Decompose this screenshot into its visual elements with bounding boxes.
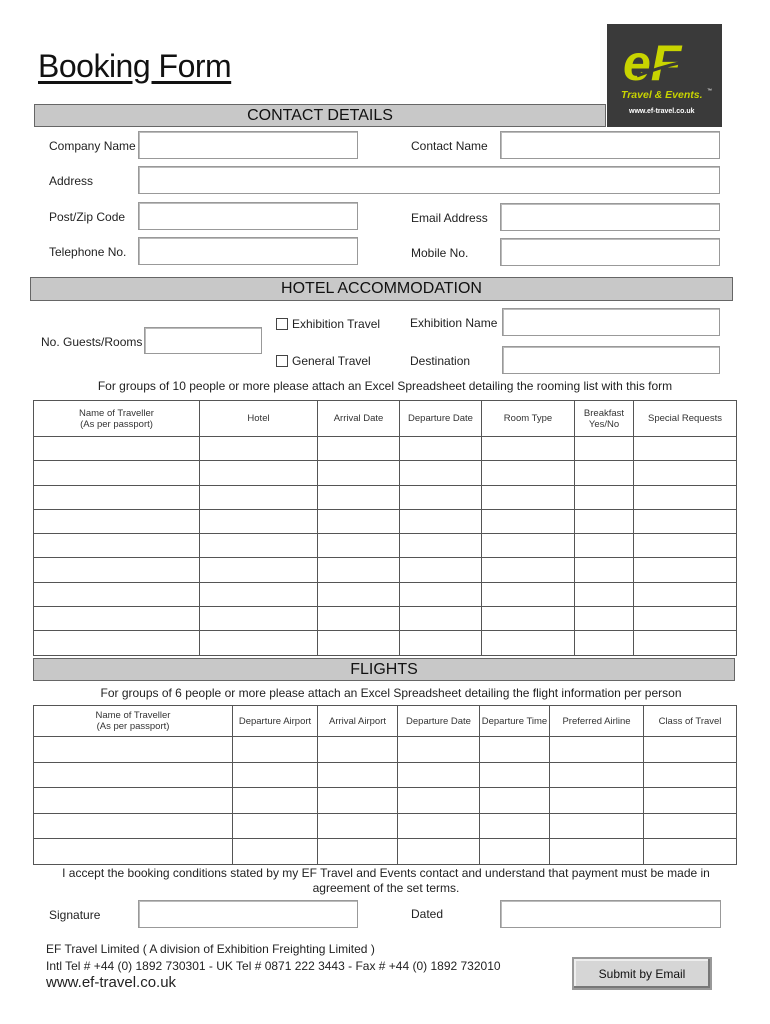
flights-table-cell[interactable] <box>34 813 233 839</box>
hotel-table-row <box>34 485 737 509</box>
hotel-table-cell[interactable] <box>318 437 400 461</box>
signature-label: Signature <box>49 908 101 922</box>
accept-line-1: I accept the booking conditions stated by my EF Travel and Events contact and understand that payment must be made in <box>62 866 710 880</box>
flights-table-cell[interactable] <box>34 839 233 865</box>
flights-col-header-text: Departure Time <box>481 715 548 727</box>
hotel-table-cell[interactable] <box>34 437 200 461</box>
hotel-col-header <box>318 401 400 437</box>
hotel-table-cell[interactable] <box>318 509 400 533</box>
hotel-table-cell[interactable] <box>400 558 482 582</box>
hotel-table-cell[interactable] <box>34 485 200 509</box>
flights-table-cell[interactable] <box>318 762 398 788</box>
hotel-table-header <box>34 401 737 437</box>
contact-details-heading: CONTACT DETAILS <box>34 104 606 127</box>
address-label: Address <box>49 174 94 188</box>
postcode-label: Post/Zip Code <box>49 210 126 224</box>
exhibition-name-field[interactable] <box>502 308 720 336</box>
flights-table-cell[interactable] <box>398 788 480 814</box>
flights-table-cell[interactable] <box>550 788 644 814</box>
guests-rooms-label: No. Guests/Rooms <box>41 335 143 349</box>
hotel-table-cell[interactable] <box>200 558 318 582</box>
flights-table-cell[interactable] <box>480 813 550 839</box>
flights-table-cell[interactable] <box>233 788 318 814</box>
flights-table-cell[interactable] <box>644 762 737 788</box>
flights-col-header-text: Departure Airport <box>238 715 312 727</box>
hotel-table-cell[interactable] <box>575 437 634 461</box>
hotel-table-cell[interactable] <box>482 437 575 461</box>
flights-table-cell[interactable] <box>34 788 233 814</box>
flights-table-cell[interactable] <box>318 813 398 839</box>
hotel-table-cell[interactable] <box>482 582 575 606</box>
company-name-field[interactable] <box>138 131 358 159</box>
flights-table-row <box>34 813 737 839</box>
flights-table-cell[interactable] <box>398 762 480 788</box>
hotel-table-row <box>34 461 737 485</box>
hotel-table-cell[interactable] <box>200 534 318 558</box>
hotel-table-cell[interactable] <box>575 461 634 485</box>
flights-table-cell[interactable] <box>550 762 644 788</box>
hotel-col-header <box>482 401 575 437</box>
hotel-table-cell[interactable] <box>318 534 400 558</box>
destination-field[interactable] <box>502 346 720 374</box>
flights-table-cell[interactable] <box>644 788 737 814</box>
flights-col-header <box>318 706 398 737</box>
flights-group-note: For groups of 6 people or more please attach an Excel Spreadsheet detailing the flight information per person <box>100 686 682 700</box>
hotel-table-row <box>34 558 737 582</box>
company-name-label: Company Name <box>49 139 136 153</box>
flights-col-header <box>550 706 644 737</box>
hotel-col-header-text: Special Requests <box>648 413 722 424</box>
hotel-table-cell[interactable] <box>482 607 575 631</box>
flights-col-header <box>644 706 737 737</box>
flights-table-cell[interactable] <box>233 762 318 788</box>
mobile-label: Mobile No. <box>411 246 469 260</box>
flights-table-row <box>34 839 737 865</box>
hotel-table-cell[interactable] <box>482 534 575 558</box>
hotel-table-cell[interactable] <box>575 558 634 582</box>
hotel-table-cell[interactable] <box>34 607 200 631</box>
hotel-table-cell[interactable] <box>318 607 400 631</box>
telephone-label: Telephone No. <box>49 245 127 259</box>
hotel-col-header-text: Yes/No <box>588 418 620 430</box>
flights-col-header-text: Name of Traveller <box>95 710 171 721</box>
hotel-table-cell[interactable] <box>482 461 575 485</box>
hotel-table-cell[interactable] <box>634 631 737 655</box>
hotel-table-cell[interactable] <box>634 582 737 606</box>
hotel-col-header-text: Arrival Date <box>333 413 384 424</box>
postcode-field[interactable] <box>138 202 358 230</box>
hotel-table-cell[interactable] <box>400 631 482 655</box>
hotel-table-cell[interactable] <box>482 509 575 533</box>
flights-heading: FLIGHTS <box>33 658 735 681</box>
hotel-table-cell[interactable] <box>318 631 400 655</box>
flights-table-header <box>34 706 737 737</box>
destination-label: Destination <box>410 354 471 368</box>
flights-col-header <box>480 706 550 737</box>
hotel-table-cell[interactable] <box>318 582 400 606</box>
hotel-table-cell[interactable] <box>400 485 482 509</box>
flights-table-cell[interactable] <box>480 737 550 763</box>
flights-table-cell[interactable] <box>34 762 233 788</box>
hotel-table-cell[interactable] <box>575 509 634 533</box>
ef-logo-mark <box>607 24 722 127</box>
hotel-table-row <box>34 534 737 558</box>
flights-col-header <box>34 706 233 737</box>
logo-brand: eF <box>623 35 682 91</box>
submit-by-email-button[interactable]: Submit by Email <box>572 957 712 990</box>
hotel-table-cell[interactable] <box>482 631 575 655</box>
flights-table-cell[interactable] <box>398 839 480 865</box>
dated-label: Dated <box>411 907 444 921</box>
footer-phones: Intl Tel # +44 (0) 1892 730301 - UK Tel # 0871 222 3443 - Fax # +44 (0) 1892 732010 <box>46 959 501 973</box>
hotel-col-header <box>634 401 737 437</box>
accept-line-2: agreement of the set terms. <box>312 881 460 895</box>
flights-table-row <box>34 788 737 814</box>
ef-travel-logo <box>607 24 722 127</box>
hotel-table-cell[interactable] <box>634 607 737 631</box>
flights-table-cell[interactable] <box>644 813 737 839</box>
email-label: Email Address <box>411 211 488 225</box>
hotel-table-cell[interactable] <box>400 509 482 533</box>
flights-table-cell[interactable] <box>233 839 318 865</box>
hotel-col-header <box>575 401 634 437</box>
flights-table-cell[interactable] <box>34 737 233 763</box>
hotel-table-cell[interactable] <box>575 607 634 631</box>
guests-rooms-field[interactable] <box>144 327 262 354</box>
telephone-field[interactable] <box>138 237 358 265</box>
hotel-table-cell[interactable] <box>400 437 482 461</box>
flights-col-header-text: Class of Travel <box>658 715 722 727</box>
hotel-table-cell[interactable] <box>318 485 400 509</box>
hotel-table-cell[interactable] <box>634 461 737 485</box>
hotel-table-cell[interactable] <box>200 607 318 631</box>
hotel-table-cell[interactable] <box>634 534 737 558</box>
flights-table-cell[interactable] <box>480 788 550 814</box>
hotel-col-header-text: Hotel <box>247 413 270 424</box>
logo-tm: ™ <box>707 88 712 94</box>
page-title: Booking Form <box>38 48 232 84</box>
hotel-col-header <box>34 401 200 437</box>
contact-name-label: Contact Name <box>411 139 488 153</box>
hotel-col-header-text: Departure Date <box>408 413 473 424</box>
hotel-table-cell[interactable] <box>575 485 634 509</box>
hotel-table-cell[interactable] <box>34 558 200 582</box>
hotel-accommodation-heading: HOTEL ACCOMMODATION <box>30 277 733 301</box>
logo-tagline: Travel & Events. <box>621 89 703 101</box>
hotel-table-cell[interactable] <box>400 534 482 558</box>
flights-table-cell[interactable] <box>318 839 398 865</box>
hotel-table <box>33 400 737 656</box>
dated-field[interactable] <box>500 900 721 928</box>
flights-table-cell[interactable] <box>550 737 644 763</box>
hotel-table-cell[interactable] <box>34 631 200 655</box>
hotel-col-header-text: Name of Traveller <box>79 407 154 419</box>
flights-col-header <box>233 706 318 737</box>
exhibition-travel-checkbox[interactable] <box>276 318 288 330</box>
hotel-table-cell[interactable] <box>400 607 482 631</box>
hotel-col-header <box>200 401 318 437</box>
hotel-table-cell[interactable] <box>634 437 737 461</box>
flights-table-cell[interactable] <box>398 813 480 839</box>
hotel-table-cell[interactable] <box>482 558 575 582</box>
flights-table-cell[interactable] <box>398 737 480 763</box>
mobile-field[interactable] <box>500 238 720 266</box>
hotel-table-cell[interactable] <box>400 461 482 485</box>
hotel-table-row <box>34 437 737 461</box>
flights-table-cell[interactable] <box>318 788 398 814</box>
footer-website: www.ef-travel.co.uk <box>46 974 177 991</box>
hotel-table-row <box>34 631 737 655</box>
hotel-table-cell[interactable] <box>200 437 318 461</box>
general-travel-label: General Travel <box>292 354 371 368</box>
hotel-col-header <box>400 401 482 437</box>
flights-col-header-text: Preferred Airline <box>562 715 631 727</box>
flights-table-cell[interactable] <box>644 737 737 763</box>
flights-col-header-text: (As per passport) <box>96 721 170 732</box>
general-travel-checkbox[interactable] <box>276 355 288 367</box>
hotel-table-row <box>34 509 737 533</box>
flights-table-cell[interactable] <box>550 813 644 839</box>
exhibition-name-label: Exhibition Name <box>410 316 498 330</box>
hotel-table-cell[interactable] <box>200 582 318 606</box>
hotel-table-cell[interactable] <box>34 534 200 558</box>
hotel-table-cell[interactable] <box>634 509 737 533</box>
hotel-col-header-text: (As per passport) <box>80 418 153 430</box>
exhibition-travel-label: Exhibition Travel <box>292 317 381 331</box>
hotel-col-header-text: Room Type <box>503 413 553 424</box>
hotel-table-cell[interactable] <box>634 485 737 509</box>
contact-name-field[interactable] <box>500 131 720 159</box>
hotel-table-cell[interactable] <box>200 509 318 533</box>
hotel-table-row <box>34 607 737 631</box>
hotel-table-cell[interactable] <box>575 582 634 606</box>
footer-company: EF Travel Limited ( A division of Exhibition Freighting Limited ) <box>46 942 375 956</box>
flights-table-cell[interactable] <box>318 737 398 763</box>
flights-table <box>33 705 737 865</box>
hotel-table-cell[interactable] <box>34 582 200 606</box>
hotel-table-cell[interactable] <box>482 485 575 509</box>
address-field[interactable] <box>138 166 720 194</box>
flights-table-row <box>34 762 737 788</box>
hotel-col-header-text: Breakfast <box>583 407 625 419</box>
hotel-group-note: For groups of 10 people or more please attach an Excel Spreadsheet detailing the rooming list with this form <box>97 379 673 393</box>
hotel-table-cell[interactable] <box>318 461 400 485</box>
hotel-table-cell[interactable] <box>200 485 318 509</box>
hotel-table-cell[interactable] <box>318 558 400 582</box>
hotel-table-cell[interactable] <box>34 509 200 533</box>
hotel-table-cell[interactable] <box>34 461 200 485</box>
flights-table-cell[interactable] <box>233 813 318 839</box>
flights-table-cell[interactable] <box>480 839 550 865</box>
flights-table-row <box>34 737 737 763</box>
flights-col-header <box>398 706 480 737</box>
hotel-table-cell[interactable] <box>200 461 318 485</box>
email-field[interactable] <box>500 203 720 231</box>
flights-table-cell[interactable] <box>644 839 737 865</box>
flights-table-cell[interactable] <box>550 839 644 865</box>
flights-col-header-text: Departure Date <box>406 715 471 727</box>
signature-field[interactable] <box>138 900 358 928</box>
hotel-table-cell[interactable] <box>200 631 318 655</box>
logo-url: www.ef-travel.co.uk <box>629 108 695 115</box>
hotel-table-cell[interactable] <box>400 582 482 606</box>
flights-col-header-text: Arrival Airport <box>328 715 386 727</box>
flights-table-cell[interactable] <box>233 737 318 763</box>
flights-table-cell[interactable] <box>480 762 550 788</box>
hotel-table-cell[interactable] <box>634 558 737 582</box>
hotel-table-row <box>34 582 737 606</box>
hotel-table-cell[interactable] <box>575 631 634 655</box>
hotel-table-cell[interactable] <box>575 534 634 558</box>
